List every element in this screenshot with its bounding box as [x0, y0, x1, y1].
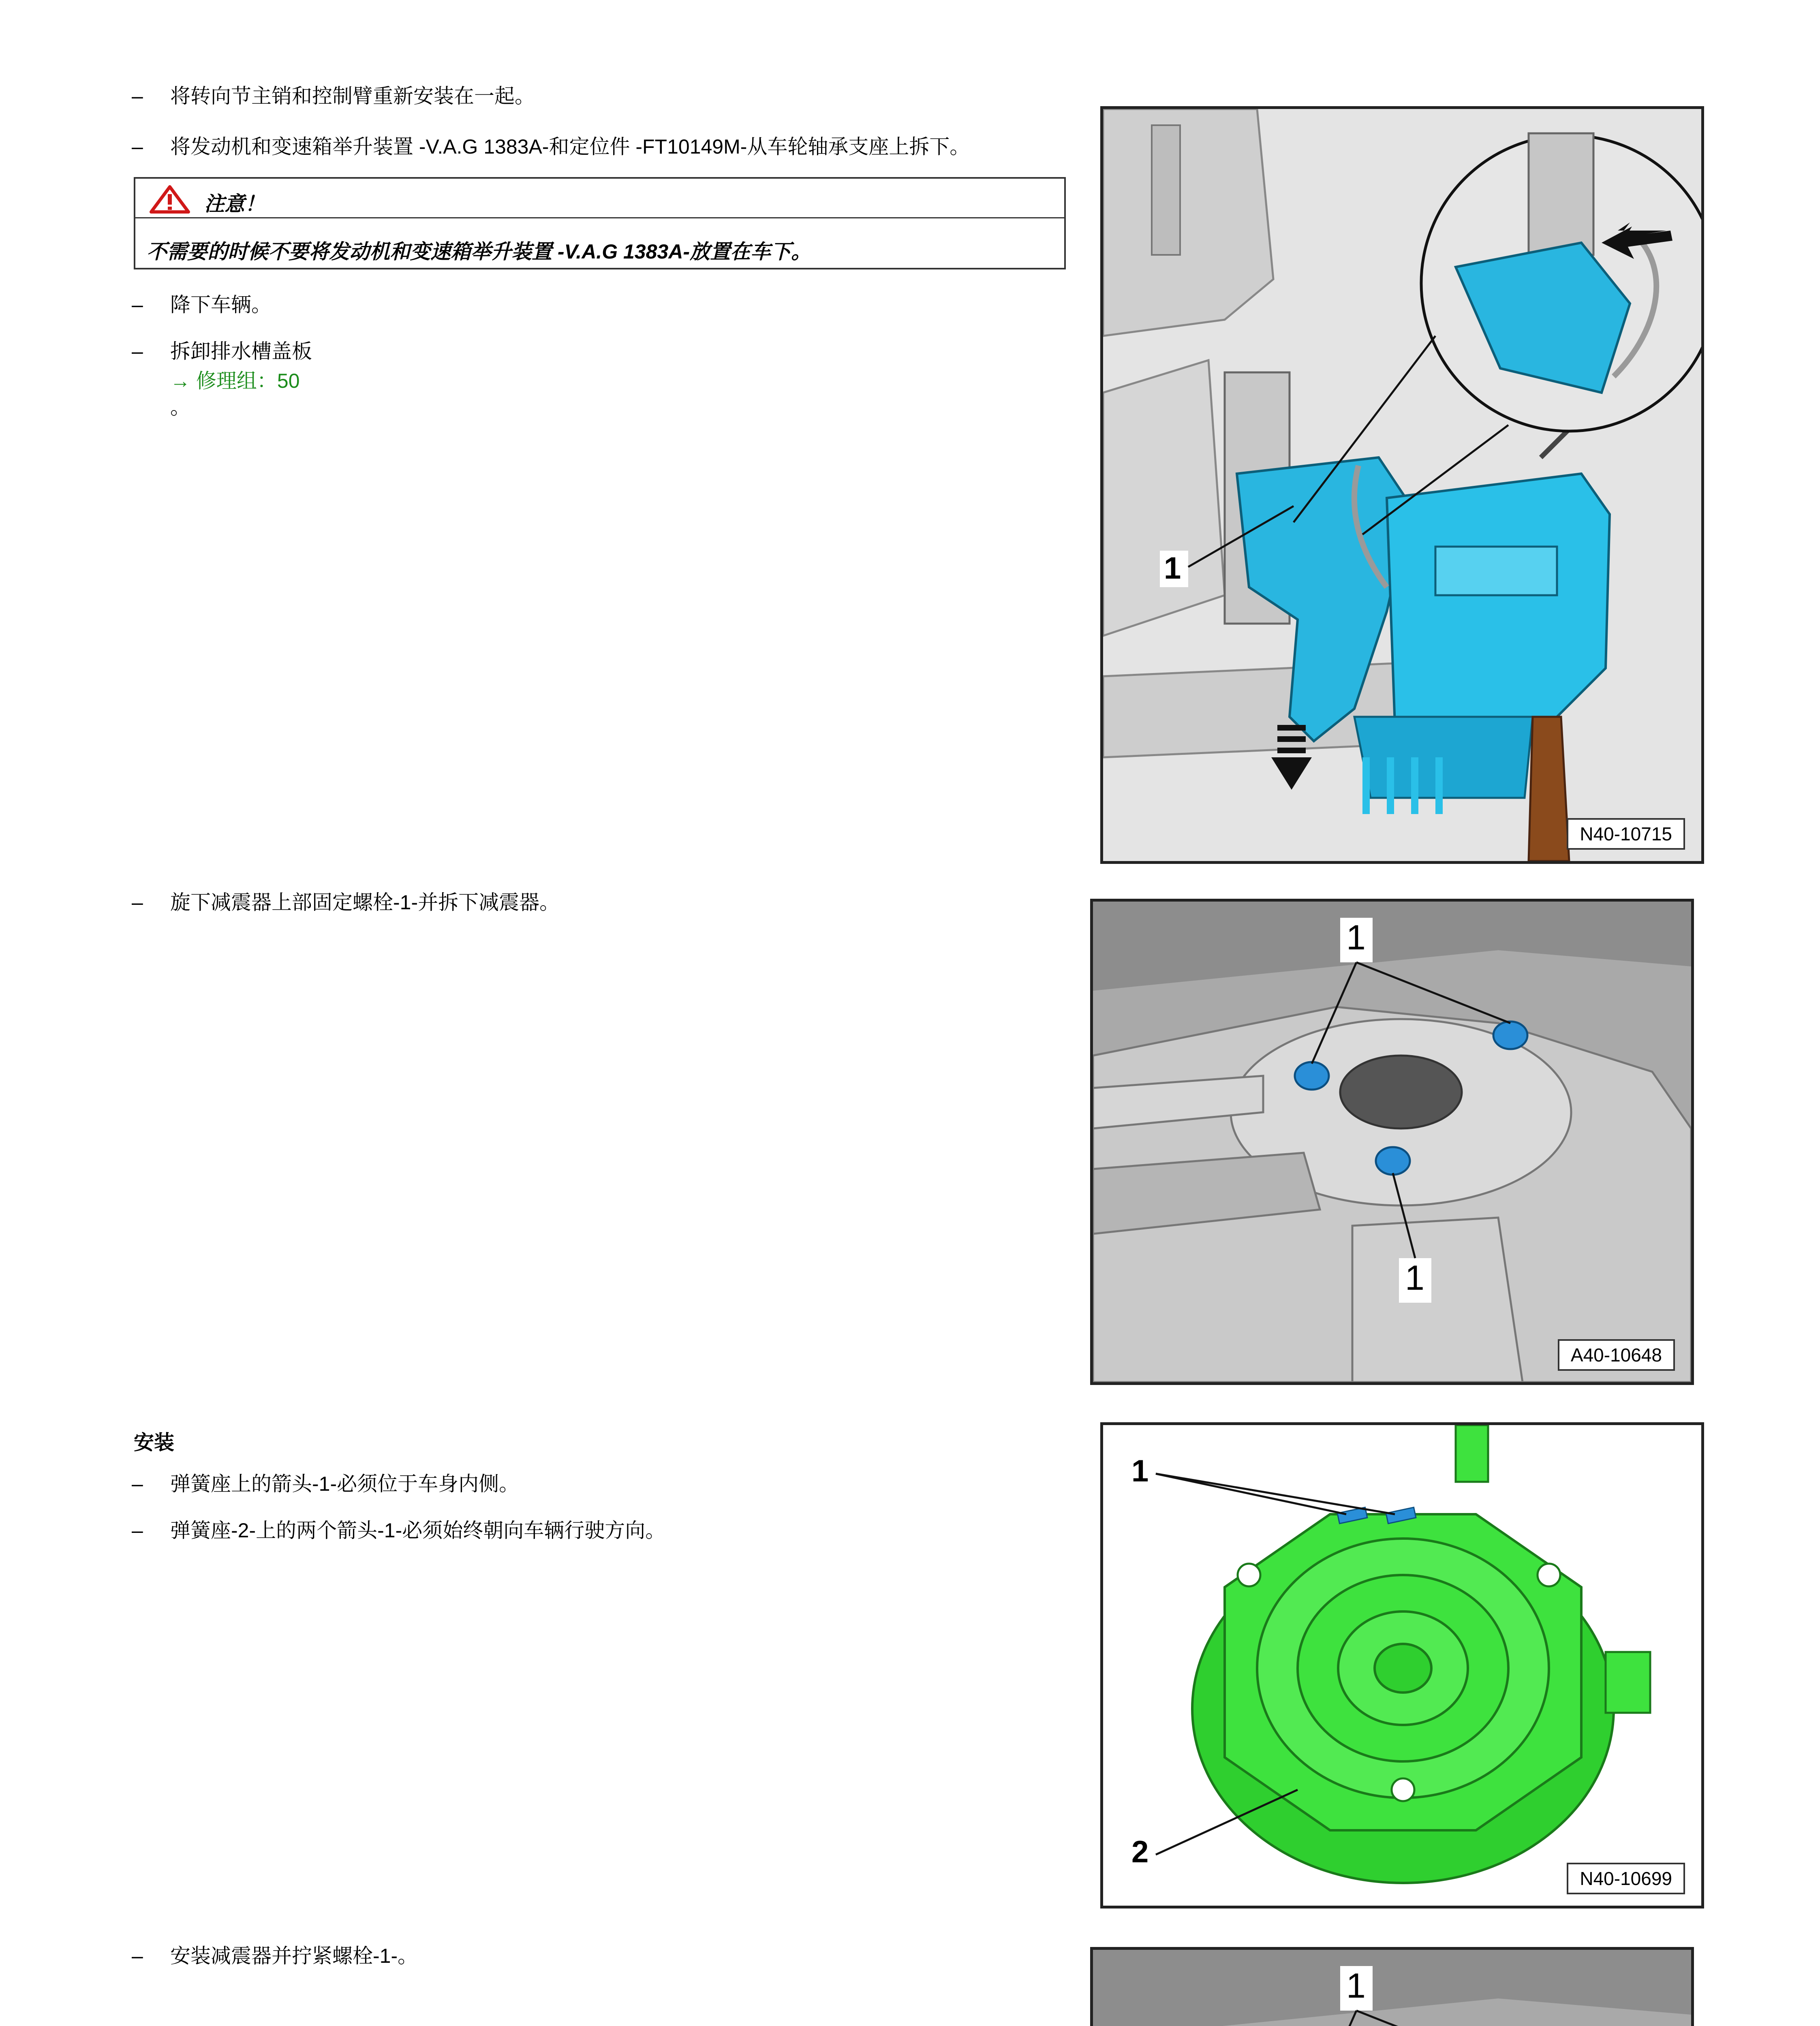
illustration-strut-mount [1093, 1950, 1691, 2026]
figure-code: N40-10699 [1567, 1863, 1685, 1894]
dash: – [132, 135, 143, 158]
step-text: 将发动机和变速箱举升装置 -V.A.G 1383A-和定位件 -FT10149M-从车轮轴承支座上拆下。 [170, 135, 970, 158]
warning-triangle-icon [150, 185, 190, 214]
caution-header [135, 179, 1064, 218]
callout-1-bottom: 1 [1405, 1259, 1424, 1297]
illustration-strut-mount [1093, 902, 1691, 1382]
section-heading-install: 安装 [134, 1431, 174, 1454]
callout-1-top: 1 [1346, 918, 1366, 957]
caution-text: 不需要的时候不要将发动机和变速箱举升装置 -V.A.G 1383A-放置在车下。 [147, 240, 811, 263]
figure-strut-mount-install [1090, 1947, 1694, 2026]
step-text: 将转向节主销和控制臂重新安装在一起。 [170, 85, 535, 107]
step-text: 安装减震器并拧紧螺栓-1-。 [170, 1945, 418, 1967]
repair-group-link[interactable]: → 修理组：50 [170, 370, 300, 392]
caution-title: 注意！ [204, 192, 265, 215]
step-text: 弹簧座上的箭头-1-必须位于车身内侧。 [170, 1472, 520, 1495]
step-4-end: 。 [170, 396, 190, 419]
dash: – [132, 340, 143, 363]
dash: – [132, 293, 143, 316]
dash: – [132, 85, 143, 107]
figure-wheel-bearing-housing [1100, 106, 1704, 864]
figure-strut-mount-removal [1090, 899, 1694, 1385]
callout-1-top: 1 [1346, 1966, 1366, 2005]
caution-box [134, 177, 1066, 269]
callout-1: 1 [1131, 1454, 1149, 1488]
step-text: 拆卸排水槽盖板 [170, 340, 312, 363]
illustration-strut-knuckle [1103, 109, 1701, 861]
dash: – [132, 1945, 143, 1967]
figure-code: N40-10715 [1567, 818, 1685, 850]
dash: – [132, 1472, 143, 1495]
callout-2: 2 [1131, 1835, 1149, 1869]
figure-spring-seat [1100, 1422, 1704, 1908]
callout-1: 1 [1164, 551, 1181, 586]
step-text: 降下车辆。 [170, 293, 272, 316]
step-text: 弹簧座-2-上的两个箭头-1-必须始终朝向车辆行驶方向。 [170, 1519, 666, 1542]
figure-code: A40-10648 [1558, 1339, 1675, 1371]
dash: – [132, 891, 143, 914]
step-text: 旋下减震器上部固定螺栓-1-并拆下减震器。 [170, 891, 560, 914]
dash: – [132, 1519, 143, 1542]
illustration-spring-seat [1103, 1425, 1701, 1906]
